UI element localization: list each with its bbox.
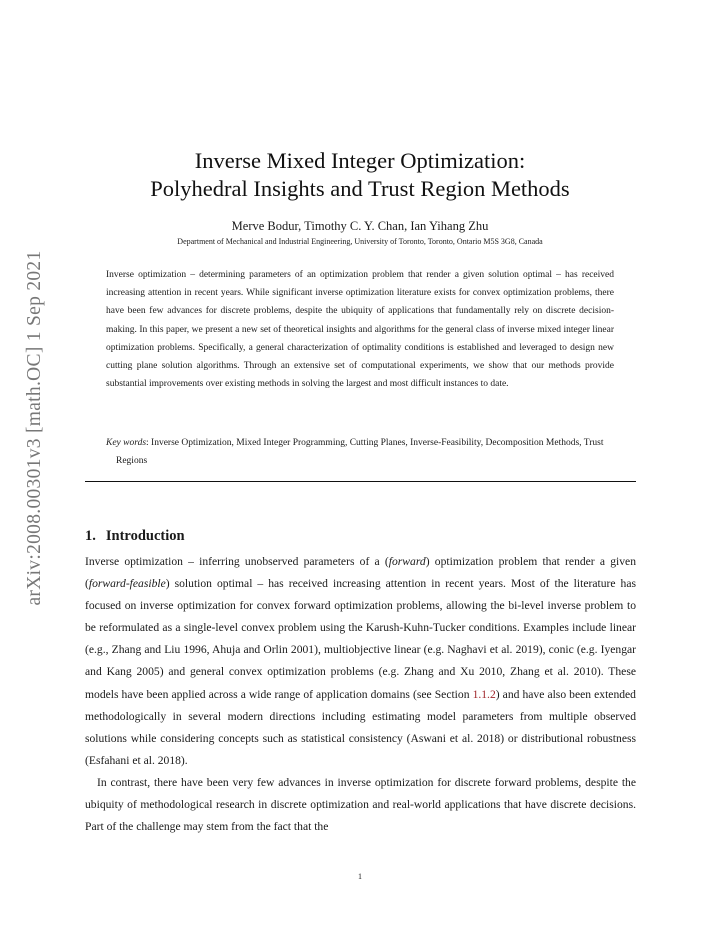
keywords-label: Key words: [106, 438, 147, 448]
section-reference-link[interactable]: 1.1.2: [472, 687, 496, 701]
emphasis-forward: forward: [388, 555, 426, 568]
section-body: [85, 551, 636, 838]
keywords: Key words: Inverse Optimization, Mixed Integer Programming, Cutting Planes, Inverse-Feasibility, Decomposition Methods, Trust Regions: [106, 438, 604, 466]
section-heading: [85, 528, 185, 545]
title-line-1: Inverse Mixed Integer Optimization:: [194, 148, 526, 173]
arxiv-side-stamp: [18, 216, 52, 640]
arxiv-identifier: arXiv:2008.00301v3 [math.OC] 1 Sep 2021: [24, 250, 45, 606]
emphasis-forward-feasible: forward-feasible: [88, 577, 166, 591]
paper-title: [85, 147, 635, 203]
page-number: 1: [358, 872, 362, 881]
title-line-2: Polyhedral Insights and Trust Region Methods: [150, 176, 570, 201]
abstract-divider: [85, 481, 636, 482]
section-number: 1.: [85, 528, 96, 544]
author-affiliation: Department of Mechanical and Industrial Engineering, University of Toronto, Toronto, Ontario M5S 3G8, Canada: [177, 237, 543, 246]
paragraph: Inverse optimization – inferring unobserved parameters of a (forward) optimization problem that render a given (forward-feasible) solution optimal – has received increasing attention in recent years. Most of the literature has focused on inverse optimization for convex forward optimization problems, allowing the bi-level inverse problem to be reformulated as a single-level convex problem using the Karush-Kuhn-Tucker conditions. Examples include linear (e.g., Zhang and Liu 1996, Ahuja and Orlin 2001), multiobjective linear (e.g. Naghavi et al. 2019), conic (e.g. Iyengar and Kang 2005) and general convex optimization problems (e.g. Zhang and Xu 2010, Zhang et al. 2010). These models have been applied across a wide range of application domains (see Section 1.1.2) and have also been extended methodologically in several modern directions including estimating model parameters from multiple observed solutions while considering concepts such as statistical consistency (Aswani et al. 2018) or distributional robustness (Esfahani et al. 2018).: [85, 555, 637, 767]
keywords-text: Inverse Optimization, Mixed Integer Programming, Cutting Planes, Inverse-Feasibility, Decomposition Methods, Trust Regions: [116, 438, 604, 466]
paragraph: In contrast, there have been very few advances in inverse optimization for discrete forward problems, despite the ubiquity of methodological research in discrete optimization and real-world applications that have discrete decisions. Part of the challenge may stem from the fact that the: [85, 775, 636, 834]
section-title: Introduction: [105, 528, 185, 544]
abstract: Inverse optimization – determining parameters of an optimization problem that render a given solution optimal – has received increasing attention in recent years. While significant inverse optimization literature exists for convex optimization problems, there have been few advances for discrete problems, despite the ubiquity of applications that fundamentally rely on discrete decision-making. In this paper, we present a new set of theoretical insights and algorithms for the general class of inverse mixed integer linear optimization problems. Specifically, a general characterization of optimality conditions is established and leveraged to design new cutting plane solution algorithms. Through an extensive set of computational experiments, we show that our methods provide substantial improvements over existing methods in solving the largest and most difficult instances to date.: [106, 270, 614, 390]
author-list: Merve Bodur, Timothy C. Y. Chan, Ian Yihang Zhu: [231, 219, 489, 233]
